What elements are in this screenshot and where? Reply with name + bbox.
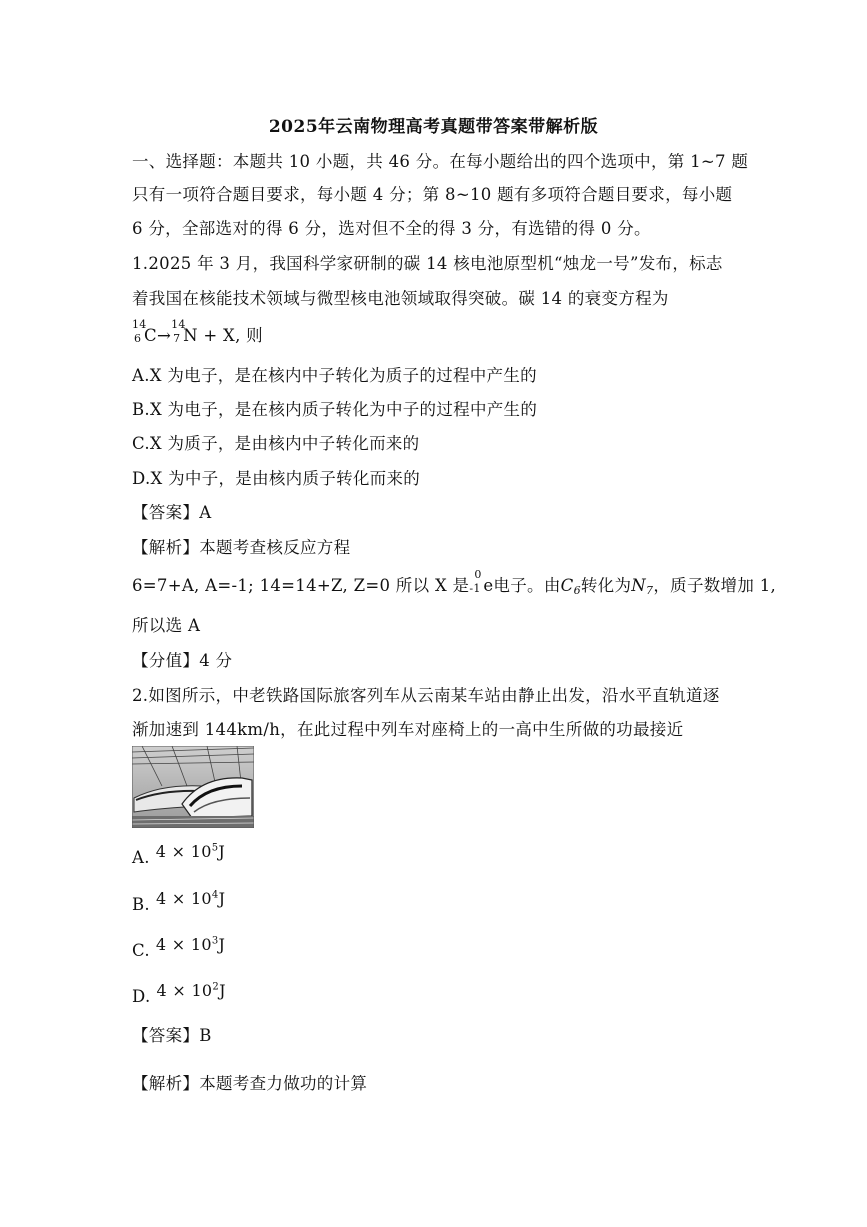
reaction-arrow: → bbox=[156, 326, 172, 345]
carbon-isotope-numbers: 14 6 bbox=[132, 318, 147, 345]
q1-option-a: A.X 为电子，是在核内中子转化为质子的过程中产生的 bbox=[132, 366, 537, 385]
q1-score: 【分值】4 分 bbox=[132, 651, 233, 670]
q2-answer: 【答案】B bbox=[132, 1026, 212, 1045]
q1-option-d: D.X 为中子，是由核内质子转化而来的 bbox=[132, 469, 421, 488]
train-photo bbox=[132, 746, 254, 828]
q1-stem-line-2: 着我国在核能技术领域与微型核电池领域取得突破。碳 14 的衰变方程为 bbox=[132, 289, 669, 308]
q2-stem-line-2: 渐加速到 144km/h，在此过程中列车对座椅上的一高中生所做的功最接近 bbox=[132, 720, 684, 739]
section-intro-line-3: 6 分，全部选对的得 6 分，选对但不全的得 3 分，有选错的得 0 分。 bbox=[132, 219, 651, 238]
q1-option-b: B.X 为电子，是在核内质子转化为中子的过程中产生的 bbox=[132, 400, 538, 419]
q2-option-b: B. $4 \times 10^4J$ bbox=[132, 889, 226, 914]
q2-option-a: A. $4 \times 10^5J$ bbox=[132, 842, 226, 867]
electron-numbers: 0 -1 bbox=[469, 568, 482, 595]
decay-equation: 14 6 C→ 14 7 N + X, 则 bbox=[132, 318, 263, 345]
q2-stem-line-1: 2.如图所示，中老铁路国际旅客列车从云南某车站由静止出发，沿水平直轨道逐 bbox=[132, 686, 720, 705]
q1-stem-line-1: 1.2025 年 3 月，我国科学家研制的碳 14 核电池原型机“烛龙一号”发布，标志 bbox=[132, 254, 723, 273]
document-title: 2025年云南物理高考真题带答案带解析版 bbox=[268, 117, 599, 137]
q2-option-c: C. $4 \times 10^3J$ bbox=[132, 935, 226, 960]
q1-analysis-detail: 6=7+A, A=-1; 14=14+Z, Z=0 所以 X 是 0 -1 e电子。由C6转化为N7，质子数增加 1, bbox=[132, 568, 777, 597]
section-intro-line-2: 只有一项符合题目要求，每小题 4 分；第 8~10 题有多项符合题目要求，每小题 bbox=[132, 185, 733, 204]
section-intro-line-1: 一、选择题：本题共 10 小题，共 46 分。在每小题给出的四个选项中，第 1~7 题 bbox=[132, 152, 749, 171]
q2-option-d: D. $4 \times 10^2J$ bbox=[132, 981, 226, 1006]
q1-analysis-end: 所以选 A bbox=[132, 616, 201, 635]
nitrogen-isotope-numbers: 14 7 bbox=[171, 318, 186, 345]
q1-option-c: C.X 为质子，是由核内中子转化而来的 bbox=[132, 434, 420, 453]
q1-answer: 【答案】A bbox=[132, 503, 212, 522]
q1-analysis: 【解析】本题考查核反应方程 bbox=[132, 538, 351, 557]
q2-analysis: 【解析】本题考查力做功的计算 bbox=[132, 1074, 368, 1093]
